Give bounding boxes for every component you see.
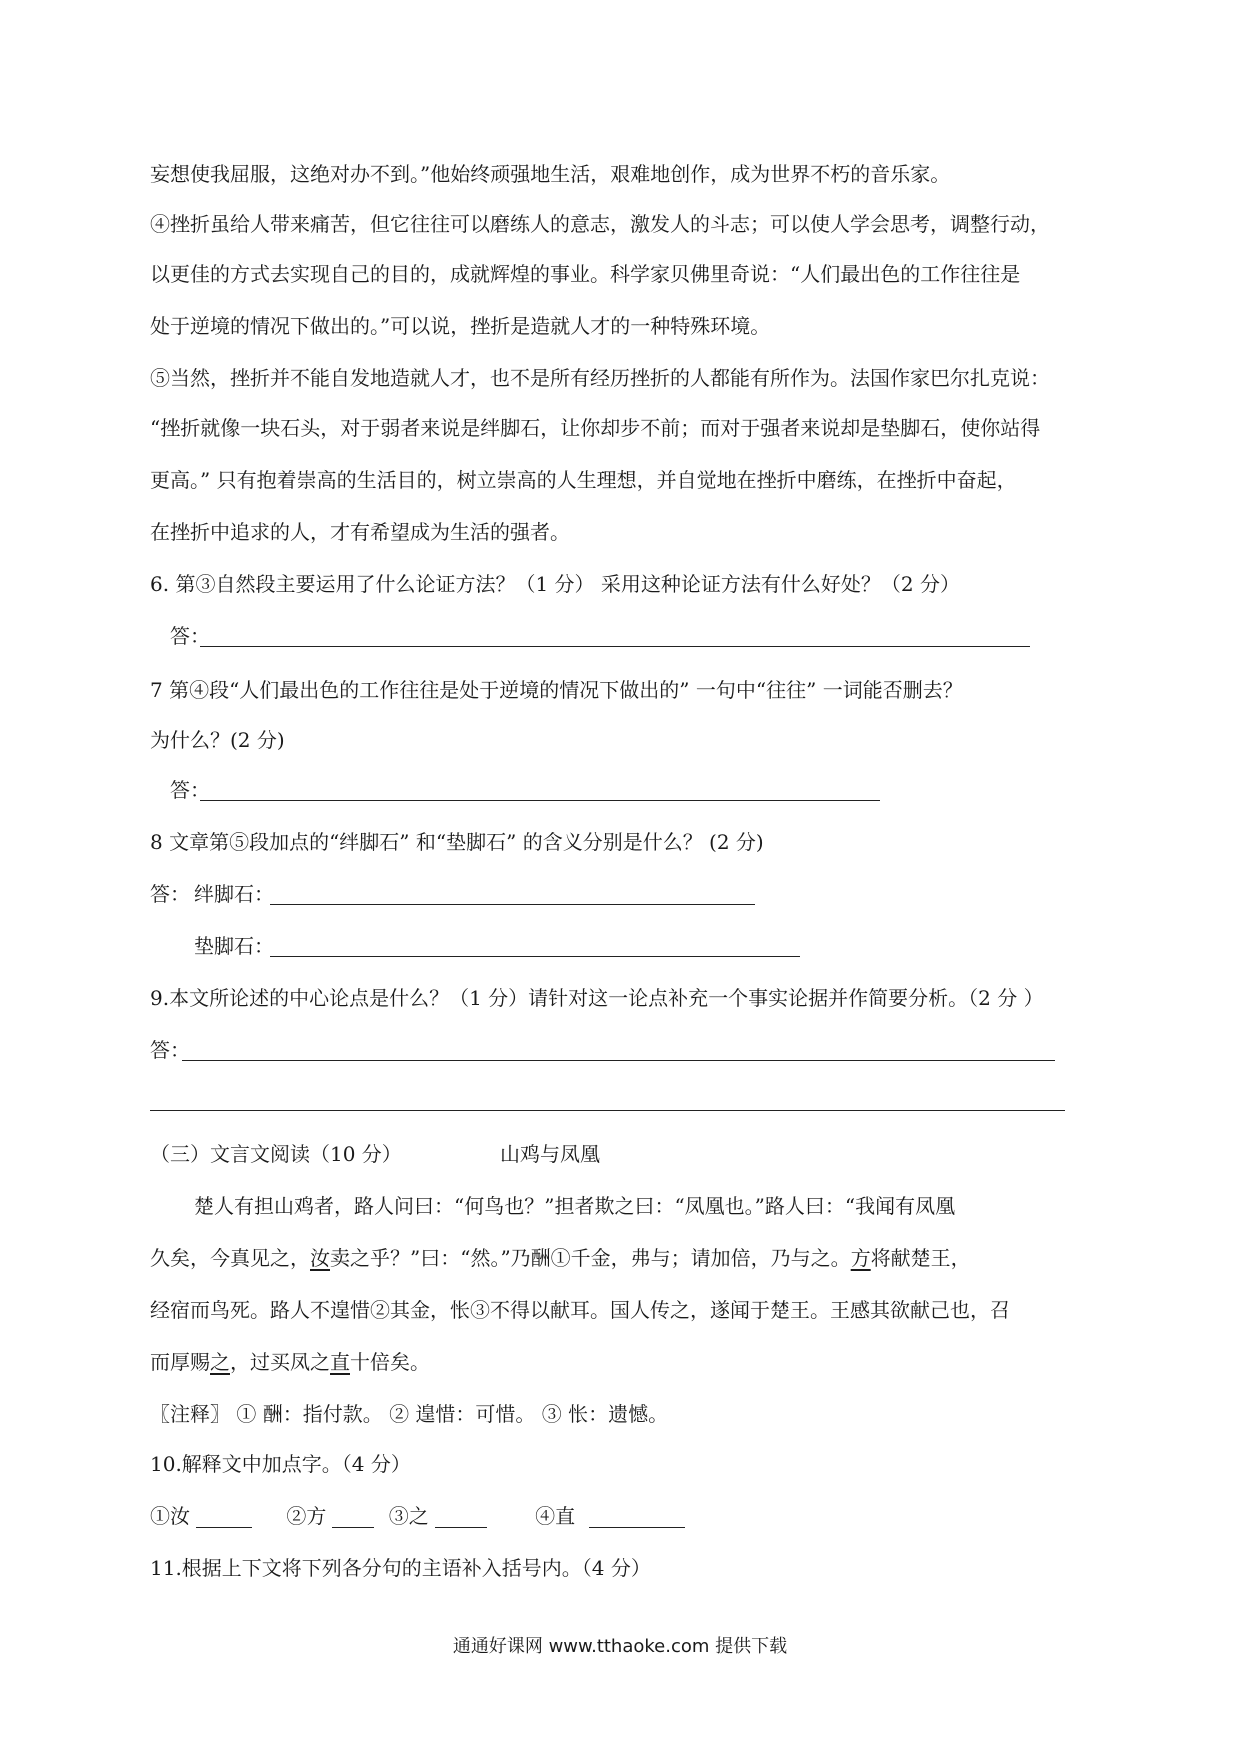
q10-blank-2[interactable] <box>332 1507 374 1528</box>
q9-answer-line-2[interactable] <box>150 1110 1065 1111</box>
q6-answer-line[interactable] <box>200 646 1030 647</box>
dotted-word-ru: 汝 <box>310 1246 330 1270</box>
paragraph-line: 妄想使我屈服，这绝对办不到。”他始终顽强地生活，艰难地创作，成为世界不朽的音乐家。 <box>150 162 951 186</box>
q7-answer-label: 答： <box>170 778 210 802</box>
passage-line: 经宿而鸟死。路人不遑惜②其金，怅③不得以献耳。国人传之，遂闻于楚王。王感其欲献己也，召 <box>150 1298 1010 1322</box>
q9-answer-line-1[interactable] <box>182 1060 1055 1061</box>
question-7-line2: 为什么？(2 分) <box>150 728 285 752</box>
paragraph-line: 处于逆境的情况下做出的。”可以说，挫折是造就人才的一种特殊环境。 <box>150 314 771 338</box>
q8-answer-label: 答： <box>150 882 190 906</box>
question-6: 6. 第③自然段主要运用了什么论证方法？（1 分） 采用这种论证方法有什么好处？（2 分） <box>150 572 960 596</box>
q10-blank-3[interactable] <box>435 1507 487 1528</box>
q8-item-stumbling-block: 绊脚石： <box>194 882 274 906</box>
q9-answer-label: 答： <box>150 1038 190 1062</box>
q10-item-3: ③之 <box>388 1504 429 1528</box>
q10-item-1: ①汝 <box>150 1504 190 1528</box>
passage-line: 楚人有担山鸡者，路人问曰：“何鸟也？”担者欺之曰：“凤凰也。”路人曰：“我闻有凤凰 <box>194 1194 956 1218</box>
paragraph-line: ④挫折虽给人带来痛苦，但它往往可以磨练人的意志，激发人的斗志；可以使人学会思考，调整行动， <box>150 212 1050 236</box>
question-10: 10.解释文中加点字。（4 分） <box>150 1452 411 1476</box>
question-9: 9.本文所论述的中心论点是什么？（1 分）请针对这一论点补充一个事实论据并作简要分析。（2 分 ） <box>150 986 1044 1010</box>
passage-title: 山鸡与凤凰 <box>500 1142 600 1166</box>
question-8: 8 文章第⑤段加点的“绊脚石” 和“垫脚石” 的含义分别是什么？ (2 分) <box>150 830 764 854</box>
dotted-word-zhi: 之 <box>210 1350 230 1374</box>
passage-text: 十倍矣。 <box>350 1350 430 1374</box>
page-footer: 通通好课网 www.tthaoke.com 提供下载 <box>452 1636 788 1657</box>
q10-blank-1[interactable] <box>196 1507 252 1528</box>
passage-line <box>150 1350 430 1374</box>
q7-answer-line[interactable] <box>200 800 880 801</box>
q8-answer-line-2[interactable] <box>270 956 800 957</box>
q10-item-4: ④直 <box>535 1504 576 1528</box>
paragraph-line: 以更佳的方式去实现自己的目的，成就辉煌的事业。科学家贝佛里奇说：“人们最出色的工作往往是 <box>150 262 1021 286</box>
section-heading: （三）文言文阅读（10 分） <box>150 1142 402 1166</box>
passage-text: 久矣，今真见之， <box>150 1246 310 1270</box>
paragraph-line: “挫折就像一块石头，对于弱者来说是绊脚石，让你却步不前；而对于强者来说却是垫脚石，使你站得 <box>150 416 1041 440</box>
q6-answer-label: 答： <box>170 624 210 648</box>
paragraph-line: ⑤当然，挫折并不能自发地造就人才，也不是所有经历挫折的人都能有所作为。法国作家巴尔扎克说： <box>150 366 1050 390</box>
passage-text: 卖之乎？”曰：“然。”乃酬①千金，弗与；请加倍，乃与之。 <box>330 1246 851 1270</box>
question-7-line1: 7 第④段“人们最出色的工作往往是处于逆境的情况下做出的” 一句中“往往” 一词能否删去？ <box>150 678 963 702</box>
q8-item-stepping-stone: 垫脚石： <box>194 934 274 958</box>
paragraph-line: 更高。” 只有抱着崇高的生活目的，树立崇高的人生理想，并自觉地在挫折中磨练，在挫折中奋起， <box>150 468 1017 492</box>
paragraph-line: 在挫折中追求的人，才有希望成为生活的强者。 <box>150 520 570 544</box>
passage-text: ，过买凤之 <box>230 1350 330 1374</box>
q10-items <box>150 1504 685 1528</box>
passage-text: 将献楚王， <box>870 1246 971 1270</box>
q10-blank-4[interactable] <box>589 1507 685 1528</box>
q8-answer-line-1[interactable] <box>270 904 755 905</box>
dotted-word-zhi-value: 直 <box>330 1350 350 1374</box>
annotations: 〖注释〗 ① 酬：指付款。 ② 遑惜：可惜。 ③ 怅：遗憾。 <box>150 1402 669 1426</box>
question-11: 11.根据上下文将下列各分句的主语补入括号内。（4 分） <box>150 1556 651 1580</box>
q10-item-2: ②方 <box>286 1504 327 1528</box>
dotted-word-fang: 方 <box>850 1246 871 1270</box>
passage-line <box>150 1246 971 1270</box>
passage-text: 而厚赐 <box>150 1350 210 1374</box>
